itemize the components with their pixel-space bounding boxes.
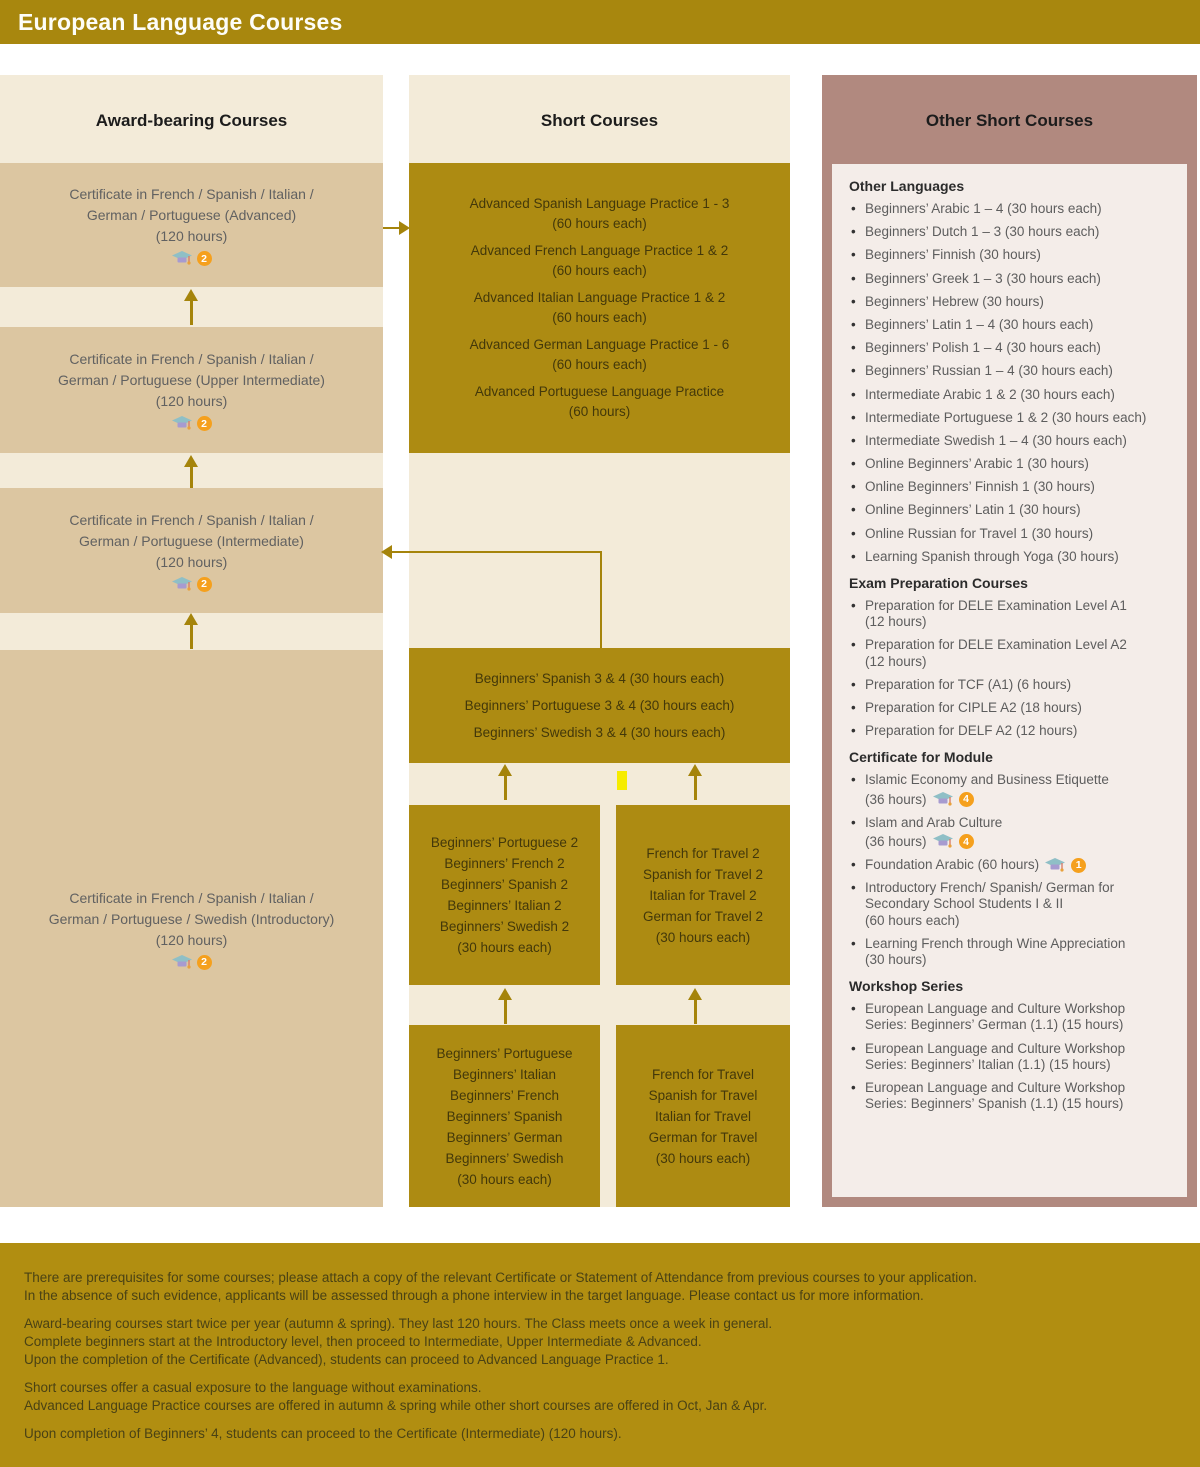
course-item: Beginners’ Greek 1 – 3 (30 hours each) [865,270,1101,286]
list-item [849,526,1170,542]
certificate-line: Certificate in French / Spanish / Italian / [69,351,314,367]
credit-icon-row [172,416,212,431]
course-hours: (30 hours each) [457,940,552,955]
graduation-cap-icon [172,577,192,592]
list-item [849,677,1170,693]
certificate-line: German / Portuguese (Intermediate) [79,532,304,549]
course-item: • European Language and Culture Workshop [865,1040,1126,1056]
list-item [849,294,1170,310]
course-hours: (30 hours) [865,952,927,967]
course-item: Online Beginners’ Latin 1 (30 hours) [865,502,1081,518]
course-item: Secondary School Students I & II [865,896,1064,912]
certificate-module-heading: Certificate for Module [849,749,993,766]
course-name: German for Travel [648,1129,758,1145]
course-hours: (60 hours each) [552,263,647,278]
course-item: • Introductory French/ Spanish/ German for [865,880,1115,896]
note-line: Upon the completion of the Certificate (Advanced), students can proceed to Advanced Language Practice 1. [24,1352,669,1367]
certificate-intermediate-box [0,488,383,613]
up-arrow [498,764,512,800]
course-item: Intermediate Arabic 1 & 2 (30 hours each) [865,386,1115,402]
course-name: German for Travel 2 [642,908,764,924]
exam-preparation-list [849,598,1170,739]
list-item [849,549,1170,565]
course-item: Beginners’ Hebrew (30 hours) [865,293,1044,309]
certificate-module-list [849,772,1170,968]
list-item [849,1001,1170,1033]
course-name: Beginners’ Spanish 3 & 4 (30 hours each) [474,671,725,686]
course-item: Intermediate Swedish 1 – 4 (30 hours each) [865,432,1127,448]
other-column-title: Other Short Courses [925,111,1094,130]
note-line: There are prerequisites for some courses; please attach a copy of the relevant Certificate or Statement of Attendance from previous courses to your application. [24,1270,977,1285]
course-item: Series: Beginners’ German (1.1) (15 hours) [865,1017,1124,1033]
list-item [849,1080,1170,1112]
course-item: Beginners’ Dutch 1 – 3 (30 hours each) [865,224,1100,240]
list-item [849,637,1170,669]
credit-count-badge: 2 [197,955,212,970]
course-name: Beginners’ Italian [452,1066,557,1082]
course-name: Advanced Italian Language Practice 1 & 2 [473,290,726,305]
course-name: Italian for Travel 2 [649,887,757,903]
credit-count-badge: 1 [1071,858,1086,873]
course-item: Beginners’ Finnish (30 hours) [865,247,1041,263]
course-item: Series: Beginners’ Italian (1.1) (15 hours) [865,1056,1111,1072]
note-line: Advanced Language Practice courses are offered in autumn & spring while other short courses are offered in Oct, Jan & Apr. [24,1398,768,1413]
course-item: Preparation for TCF (A1) (6 hours) [865,676,1072,692]
credit-icon-row [865,792,1170,808]
list-item [849,340,1170,356]
credit-count-badge: 4 [959,792,974,807]
course-item: • Learning French through Wine Appreciation [865,935,1126,951]
list-item [849,598,1170,630]
graduation-cap-icon [933,834,953,849]
exam-preparation-heading: Exam Preparation Courses [849,575,1028,591]
advanced-practice-box [409,163,790,453]
list-item [849,1041,1170,1073]
course-hours: (60 hours each) [552,310,647,325]
course-item: Online Beginners’ Arabic 1 (30 hours) [865,456,1089,472]
right-arrow-line [383,227,400,229]
course-hours: (36 hours) [865,791,927,807]
certificate-line: German / Portuguese / Swedish (Introductory) [48,910,335,927]
course-hours: (30 hours each) [457,1171,552,1187]
list-item [849,387,1170,403]
list-item [849,815,1170,850]
left-elbow-arrow-hline [392,551,602,553]
graduation-cap-icon [172,955,192,970]
certificate-hours: (120 hours) [155,553,228,570]
course-name: Beginners’ Swedish 3 & 4 (30 hours each) [473,725,726,740]
list-item [849,723,1170,739]
credit-icon-row [865,834,1170,850]
course-entry [474,288,725,328]
course-item: • Foundation Arabic (60 hours) [865,857,1040,873]
note-line: In the absence of such evidence, applicants will be assessed through a phone interview in the target language. Please contact us for more information. [24,1288,924,1303]
other-languages-list [849,201,1170,565]
workshop-series-list [849,1001,1170,1112]
credit-icon-row [865,857,1086,873]
yellow-highlight-mark [617,771,627,790]
certificate-advanced-box [0,163,383,287]
course-hours: (30 hours each) [655,1150,751,1166]
course-name: Beginners’ Portuguese 2 [430,835,579,850]
other-courses-panel [832,164,1187,1197]
list-item [849,410,1170,426]
beginners-2-box [409,805,600,985]
certificate-hours: (120 hours) [155,228,228,244]
up-arrow [688,764,702,800]
beginners-3-4-box [409,648,790,763]
note-paragraph [24,1425,1170,1443]
course-name: Beginners’ Spanish 2 [440,877,569,892]
certificate-hours: (120 hours) [155,393,228,409]
course-name: Spanish for Travel [648,1087,758,1103]
list-item [849,700,1170,716]
travel-2-box [616,805,790,985]
course-name: Advanced Spanish Language Practice 1 - 3 [469,196,730,211]
course-name: Beginners’ Swedish 2 [439,919,570,934]
certificate-upper-intermediate-box [0,327,383,453]
note-paragraph [24,1269,1170,1305]
graduation-cap-icon [933,792,953,807]
course-hours: (12 hours) [865,653,927,669]
course-item: Series: Beginners’ Spanish (1.1) (15 hours) [865,1096,1124,1112]
course-name: Beginners’ French 2 [444,856,565,871]
course-hours: (36 hours) [865,833,927,849]
up-arrow [184,289,198,325]
course-name: Beginners’ Spanish [446,1108,563,1124]
credit-count-badge: 2 [197,251,212,266]
other-short-courses-column [822,75,1197,1207]
beginners-1-box [409,1025,600,1207]
course-item: Online Russian for Travel 1 (30 hours) [865,525,1094,541]
course-name: Beginners’ Italian 2 [447,898,562,913]
list-item [849,479,1170,495]
list-item [849,456,1170,472]
list-item [849,271,1170,287]
course-hours: (60 hours each) [552,357,647,372]
list-item [849,201,1170,217]
course-name: Beginners’ Swedish [445,1150,564,1166]
course-hours: (60 hours) [568,404,631,419]
course-item: • Islamic Economy and Business Etiquette [865,772,1109,788]
note-line: Complete beginners start at the Introductory level, then proceed to Intermediate, Upper Intermediate & Advanced. [24,1334,702,1349]
course-name: Beginners’ Portuguese 3 & 4 (30 hours each) [464,698,735,713]
credit-icon-row [172,577,212,592]
course-name: Beginners’ German [446,1129,563,1145]
course-item: Online Beginners’ Finnish 1 (30 hours) [865,479,1095,495]
course-name: Advanced German Language Practice 1 - 6 [469,337,730,352]
course-item: • European Language and Culture Workshop [865,1079,1126,1095]
course-entry [470,194,730,234]
list-item [849,880,1170,929]
course-item: • Islam and Arab Culture [865,814,1003,830]
up-arrow [184,613,198,649]
course-item: • Preparation for DELE Examination Level A2 [865,637,1127,653]
course-name: French for Travel 2 [646,845,760,861]
course-name: French for Travel [651,1066,755,1082]
page-header [0,0,1200,44]
credit-icon-row [172,251,212,266]
course-item: Intermediate Portuguese 1 & 2 (30 hours each) [865,409,1147,425]
course-item: Beginners’ Arabic 1 – 4 (30 hours each) [865,201,1102,216]
course-item: Learning Spanish through Yoga (30 hours) [865,548,1119,564]
list-item [849,936,1170,968]
credit-count-badge: 2 [197,577,212,592]
list-item [849,224,1170,240]
travel-1-box [616,1025,790,1207]
course-name: Italian for Travel [654,1108,752,1124]
page-title: European Language Courses [18,9,343,35]
list-item [849,317,1170,333]
course-name: Beginners’ French [449,1087,560,1103]
graduation-cap-icon [1045,858,1065,873]
workshop-series-heading: Workshop Series [849,978,964,995]
note-paragraph [24,1315,1170,1369]
certificate-line: German / Portuguese (Advanced) [86,207,297,223]
course-item: • Preparation for DELE Examination Level A1 [865,598,1127,613]
up-arrow [498,988,512,1024]
certificate-line: Certificate in French / Spanish / Italian / [69,186,314,202]
course-hours: (60 hours each) [865,912,960,928]
left-elbow-arrow-head [381,545,392,559]
course-item: Beginners’ Latin 1 – 4 (30 hours each) [865,316,1094,332]
list-item [849,433,1170,449]
note-line: Upon completion of Beginners’ 4, students can proceed to the Certificate (Intermediate) (120 hours). [24,1426,622,1441]
left-elbow-arrow-vline [600,551,602,649]
course-item: • European Language and Culture Workshop [865,1001,1126,1017]
list-item [849,857,1170,873]
list-item [849,247,1170,263]
short-courses-column [409,75,790,1207]
course-entry [470,335,730,375]
credit-count-badge: 2 [197,416,212,431]
certificate-line: Certificate in French / Spanish / Italian / [69,511,314,528]
short-column-title: Short Courses [540,111,659,130]
course-entry [475,382,724,422]
list-item [849,363,1170,379]
credit-icon-row [172,955,212,970]
graduation-cap-icon [172,416,192,431]
note-line: Short courses offer a casual exposure to the language without examinations. [24,1380,482,1395]
certificate-line: German / Portuguese (Upper Intermediate) [58,372,325,388]
course-item: Beginners’ Polish 1 – 4 (30 hours each) [865,340,1101,356]
notes-footer [0,1243,1200,1467]
award-courses-column [0,75,383,1207]
course-name: Advanced Portuguese Language Practice [474,384,725,399]
credit-count-badge: 4 [959,834,974,849]
up-arrow [688,988,702,1024]
course-entry [471,241,728,281]
award-column-title: Award-bearing Courses [95,111,288,130]
course-name: Advanced French Language Practice 1 & 2 [470,243,729,258]
course-hours: (60 hours each) [552,216,647,231]
course-name: Beginners’ Portuguese [436,1045,573,1061]
list-item [849,772,1170,807]
course-hours: (12 hours) [865,614,927,630]
certificate-introductory-box [0,650,383,1207]
course-item: Beginners’ Russian 1 – 4 (30 hours each) [865,363,1113,379]
note-line: Award-bearing courses start twice per year (autumn & spring). They last 120 hours. The Class meets once a week in general. [24,1316,773,1331]
course-name: Spanish for Travel 2 [642,866,764,882]
graduation-cap-icon [172,251,192,266]
note-paragraph [24,1379,1170,1415]
list-item [849,502,1170,518]
up-arrow [184,455,198,491]
certificate-line: Certificate in French / Spanish / Italian / [69,889,314,906]
course-item: Preparation for DELF A2 (12 hours) [865,723,1078,739]
other-languages-heading: Other Languages [849,178,965,194]
course-item: Preparation for CIPLE A2 (18 hours) [865,699,1082,715]
certificate-hours: (120 hours) [155,931,228,948]
course-hours: (30 hours each) [655,929,751,945]
